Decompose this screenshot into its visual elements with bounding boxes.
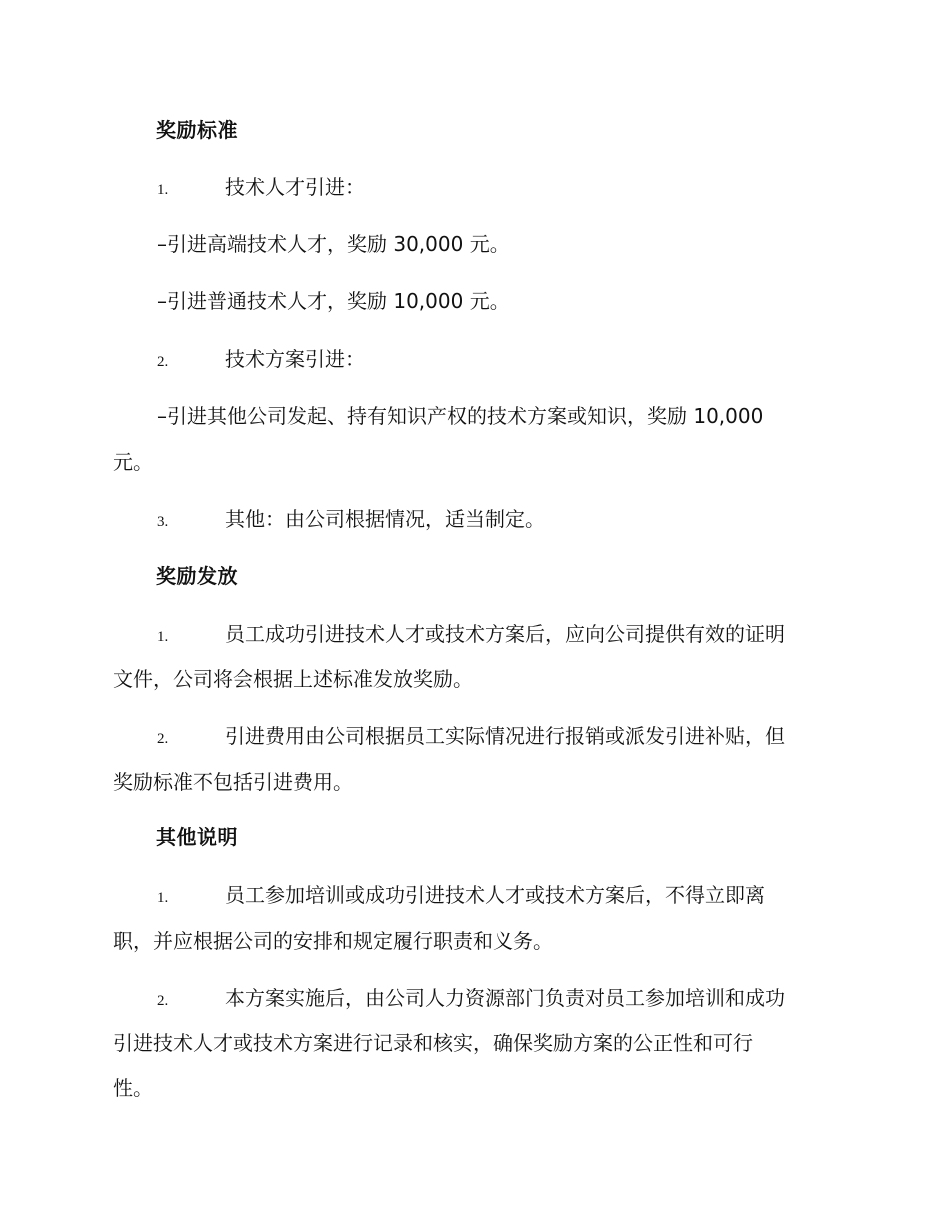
other-item-1-line-2: 职，并应根据公司的安排和规定履行职责和义务。	[113, 929, 553, 953]
standard-item-2-bullet-1-line-2: 元。	[113, 450, 153, 474]
standard-item-3	[157, 505, 837, 536]
list-item-text: 技术方案引进：	[225, 347, 365, 371]
payment-item-2-line-1	[157, 722, 837, 753]
list-number: 2.	[157, 731, 169, 747]
payment-item-1-line-1	[157, 620, 837, 651]
list-item-text: 本方案实施后，由公司人力资源部门负责对员工参加培训和成功	[225, 986, 785, 1010]
list-number: 1.	[157, 890, 169, 906]
list-item-text: 技术人才引进：	[225, 175, 365, 199]
list-number: 2.	[157, 993, 169, 1009]
other-item-1-line-1	[157, 881, 837, 912]
list-item-text: 员工成功引进技术人才或技术方案后，应向公司提供有效的证明	[225, 622, 785, 646]
section-heading-other: 其他说明	[156, 825, 238, 849]
list-number: 2.	[157, 354, 169, 370]
other-item-2-line-3: 性。	[113, 1076, 153, 1100]
standard-item-1	[157, 173, 837, 204]
section-heading-standard: 奖励标准	[156, 118, 238, 142]
list-item-text: 引进费用由公司根据员工实际情况进行报销或派发引进补贴，但	[225, 724, 785, 748]
payment-item-1-line-2: 文件，公司将会根据上述标准发放奖励。	[113, 667, 473, 691]
list-number: 1.	[157, 629, 169, 645]
standard-item-1-bullet-1: –引进高端技术人才，奖励 30,000 元。	[157, 232, 510, 256]
section-heading-payment: 奖励发放	[156, 564, 238, 588]
list-item-text: 员工参加培训或成功引进技术人才或技术方案后，不得立即离	[225, 883, 765, 907]
standard-item-1-bullet-2: –引进普通技术人才，奖励 10,000 元。	[157, 289, 510, 313]
standard-item-2-bullet-1-line-1: –引进其他公司发起、持有知识产权的技术方案或知识，奖励 10,000	[157, 404, 764, 428]
other-item-2-line-1	[157, 984, 837, 1015]
list-number: 3.	[157, 514, 169, 530]
other-item-2-line-2: 引进技术人才或技术方案进行记录和核实，确保奖励方案的公正性和可行	[113, 1031, 753, 1055]
list-item-text: 其他：由公司根据情况，适当制定。	[225, 507, 545, 531]
payment-item-2-line-2: 奖励标准不包括引进费用。	[113, 770, 353, 794]
list-number: 1.	[157, 182, 169, 198]
standard-item-2	[157, 345, 837, 376]
